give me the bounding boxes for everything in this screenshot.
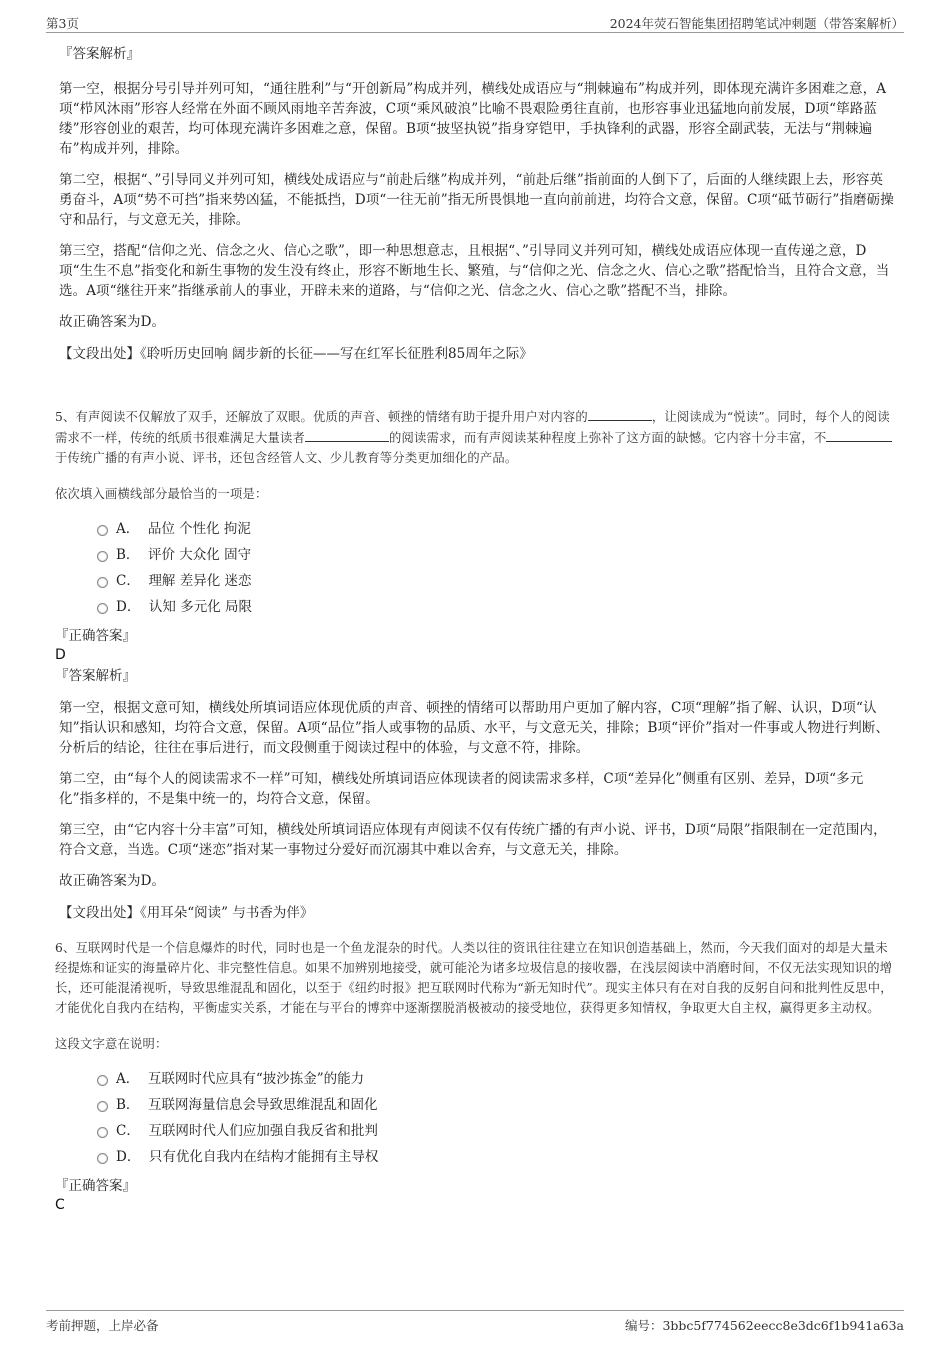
option-c[interactable]: C． 互联网时代人们应加强自我反省和批判 — [55, 1118, 895, 1144]
page-header — [46, 10, 904, 33]
question-text: 5、有声阅读不仅解放了双手，还解放了双眼。优质的声音、顿挫的情绪有助于提升用户对内容的 ，让阅读成为“悦读”。同时，每个人的阅读需求不一样，传统的纸质书很难满足大量读者 的阅读需求，而有声阅读某种程度上弥补了这方面的缺憾。它内容十分丰富，不于传统广播的有声小说、评书，还包含经管人文、少儿教育等分类更加细化的产品。 — [55, 406, 895, 468]
option-a[interactable]: A． 品位 个性化 拘泥 — [55, 516, 895, 542]
page-footer — [46, 1310, 904, 1333]
fill-blank — [305, 427, 389, 442]
question-5 — [55, 406, 895, 923]
option-d[interactable]: D． 只有优化自我内在结构才能拥有主导权 — [55, 1144, 895, 1170]
analysis-conclusion: 故正确答案为D。 — [59, 314, 166, 330]
fill-blank — [588, 406, 652, 421]
source-citation: 【文段出处】《用耳朵“阅读” 与书香为伴》 — [59, 905, 314, 921]
radio-button[interactable] — [97, 1101, 108, 1112]
radio-button[interactable] — [97, 551, 108, 562]
analysis-paragraph: 第一空，根据文意可知，横线处所填词语应体现优质的声音、顿挫的情绪可以帮助用户更加了解内容，C项“理解”指了解、认识，D项“认知”指认识和感知，均符合文意，保留。A项“品位”指人或事物的品质、水平，与文意无关，排除；B项“评价”指对一件事或人物进行判断、分析后的结论，往往在事后进行，而文段侧重于阅读过程中的体验，与文意不符，排除。 — [59, 700, 890, 756]
source-citation: 【文段出处】《聆听历史回响 阔步新的长征——写在红军长征胜利85周年之际》 — [59, 346, 533, 362]
page-number: 第3页 — [46, 16, 79, 31]
option-a[interactable]: A． 互联网时代应具有“披沙拣金”的能力 — [55, 1066, 895, 1092]
question-prompt: 这段文字意在说明： — [55, 1037, 168, 1051]
fill-blank — [826, 427, 892, 442]
option-c[interactable]: C． 理解 差异化 迷恋 — [55, 568, 895, 594]
question-6 — [55, 938, 895, 1214]
document-title: 2024年荧石智能集团招聘笔试冲刺题（带答案解析） — [609, 16, 904, 31]
analysis-conclusion: 故正确答案为D。 — [59, 873, 166, 889]
q4-analysis-section — [55, 44, 895, 364]
question-text: 6、互联网时代是一个信息爆炸的时代，同时也是一个鱼龙混杂的时代。人类以往的资讯往往建立在知识创造基础上，然而，今天我们面对的却是大量未经提炼和证实的海量碎片化、非完整性信息。如果不加辨别地接受，就可能沦为诸多垃圾信息的接收器，在浅层阅读中消磨时间，不仅无法实现知识的增长，还可能混淆视听，导致思维混乱和固化，以至于《纽约时报》把互联网时代称为“新无知时代”。现实主体只有在对自我的反躬自问和批判性反思中，才能优化自我内在结构，平衡虚实关系，才能在与平台的博弈中逐渐摆脱消极被动的接受地位，获得更多知情权，争取更大自主权，赢得更多主动权。 — [55, 941, 893, 1015]
radio-button[interactable] — [97, 1127, 108, 1138]
option-list — [55, 516, 895, 620]
analysis-paragraph: 第三空，由“它内容十分丰富”可知，横线处所填词语应体现有声阅读不仅有传统广播的有声小说、评书，D项“局限”指限制在一定范围内，符合文意，当选。C项“迷恋”指对某一事物过分爱好而沉溺其中难以舍弃，与文意无关，排除。 — [59, 822, 887, 858]
radio-button[interactable] — [97, 1075, 108, 1086]
correct-answer-label: 『正确答案』 — [55, 1178, 136, 1194]
radio-button[interactable] — [97, 577, 108, 588]
analysis-paragraph: 第一空，根据分号引导并列可知，“通往胜利”与“开创新局”构成并列，横线处成语应与“荆棘遍布”构成并列，即体现充满许多困难之意，A项“栉风沐雨”形容人经常在外面不顾风雨地辛苦奔波，C项“乘风破浪”比喻不畏艰险勇往直前，也形容事业迅猛地向前发展，D项“筚路蓝缕”形容创业的艰苦，均可体现充满许多困难之意，保留。B项“披坚执锐”指身穿铠甲，手执锋利的武器，形容全副武装，无法与“荆棘遍布”构成并列，排除。 — [59, 81, 887, 157]
correct-answer-label: 『正确答案』 — [55, 628, 136, 644]
option-list — [55, 1066, 895, 1170]
radio-button[interactable] — [97, 525, 108, 536]
radio-button[interactable] — [97, 603, 108, 614]
correct-answer-value: C — [55, 1197, 65, 1213]
analysis-paragraph: 第三空，搭配“信仰之光、信念之火、信心之歌”，即一种思想意志，且根据“、”引导同义并列可知，横线处成语应体现一直传递之意，D项“生生不息”指变化和新生事物的发生没有终止，形容不断地生长、繁殖，与“信仰之光、信念之火、信心之歌”搭配恰当，且符合文意，当选。A项“继往开来”指继承前人的事业，开辟未来的道路，与“信仰之光、信念之火、信心之歌”搭配不当，排除。 — [59, 243, 890, 299]
analysis-paragraph: 第二空，根据“、”引导同义并列可知，横线处成语应与“前赴后继”构成并列，“前赴后继”指前面的人倒下了，后面的人继续跟上去，形容英勇奋斗，A项“势不可挡”指来势凶猛，不能抵挡，D项“一往无前”指无所畏惧地一直向前前进，均符合文意，保留。C项“砥节砺行”指磨砺操守和品行，与文意无关，排除。 — [59, 172, 894, 228]
option-b[interactable]: B． 评价 大众化 固守 — [55, 542, 895, 568]
radio-button[interactable] — [97, 1153, 108, 1164]
analysis-label: 『答案解析』 — [59, 46, 140, 62]
question-prompt: 依次填入画横线部分最恰当的一项是： — [55, 487, 268, 501]
analysis-paragraph: 第二空，由“每个人的阅读需求不一样”可知，横线处所填词语应体现读者的阅读需求多样，C项“差异化”侧重有区别、差异，D项“多元化”指多样的，不是集中统一的，均符合文意，保留。 — [59, 771, 864, 807]
document-id: 编号：3bbc5f774562eecc8e3dc6f1b941a63a — [624, 1318, 904, 1333]
footer-slogan: 考前押题，上岸必备 — [46, 1318, 159, 1333]
option-b[interactable]: B． 互联网海量信息会导致思维混乱和固化 — [55, 1092, 895, 1118]
analysis-label: 『答案解析』 — [55, 668, 136, 684]
option-d[interactable]: D． 认知 多元化 局限 — [55, 594, 895, 620]
correct-answer-value: D — [55, 647, 66, 663]
